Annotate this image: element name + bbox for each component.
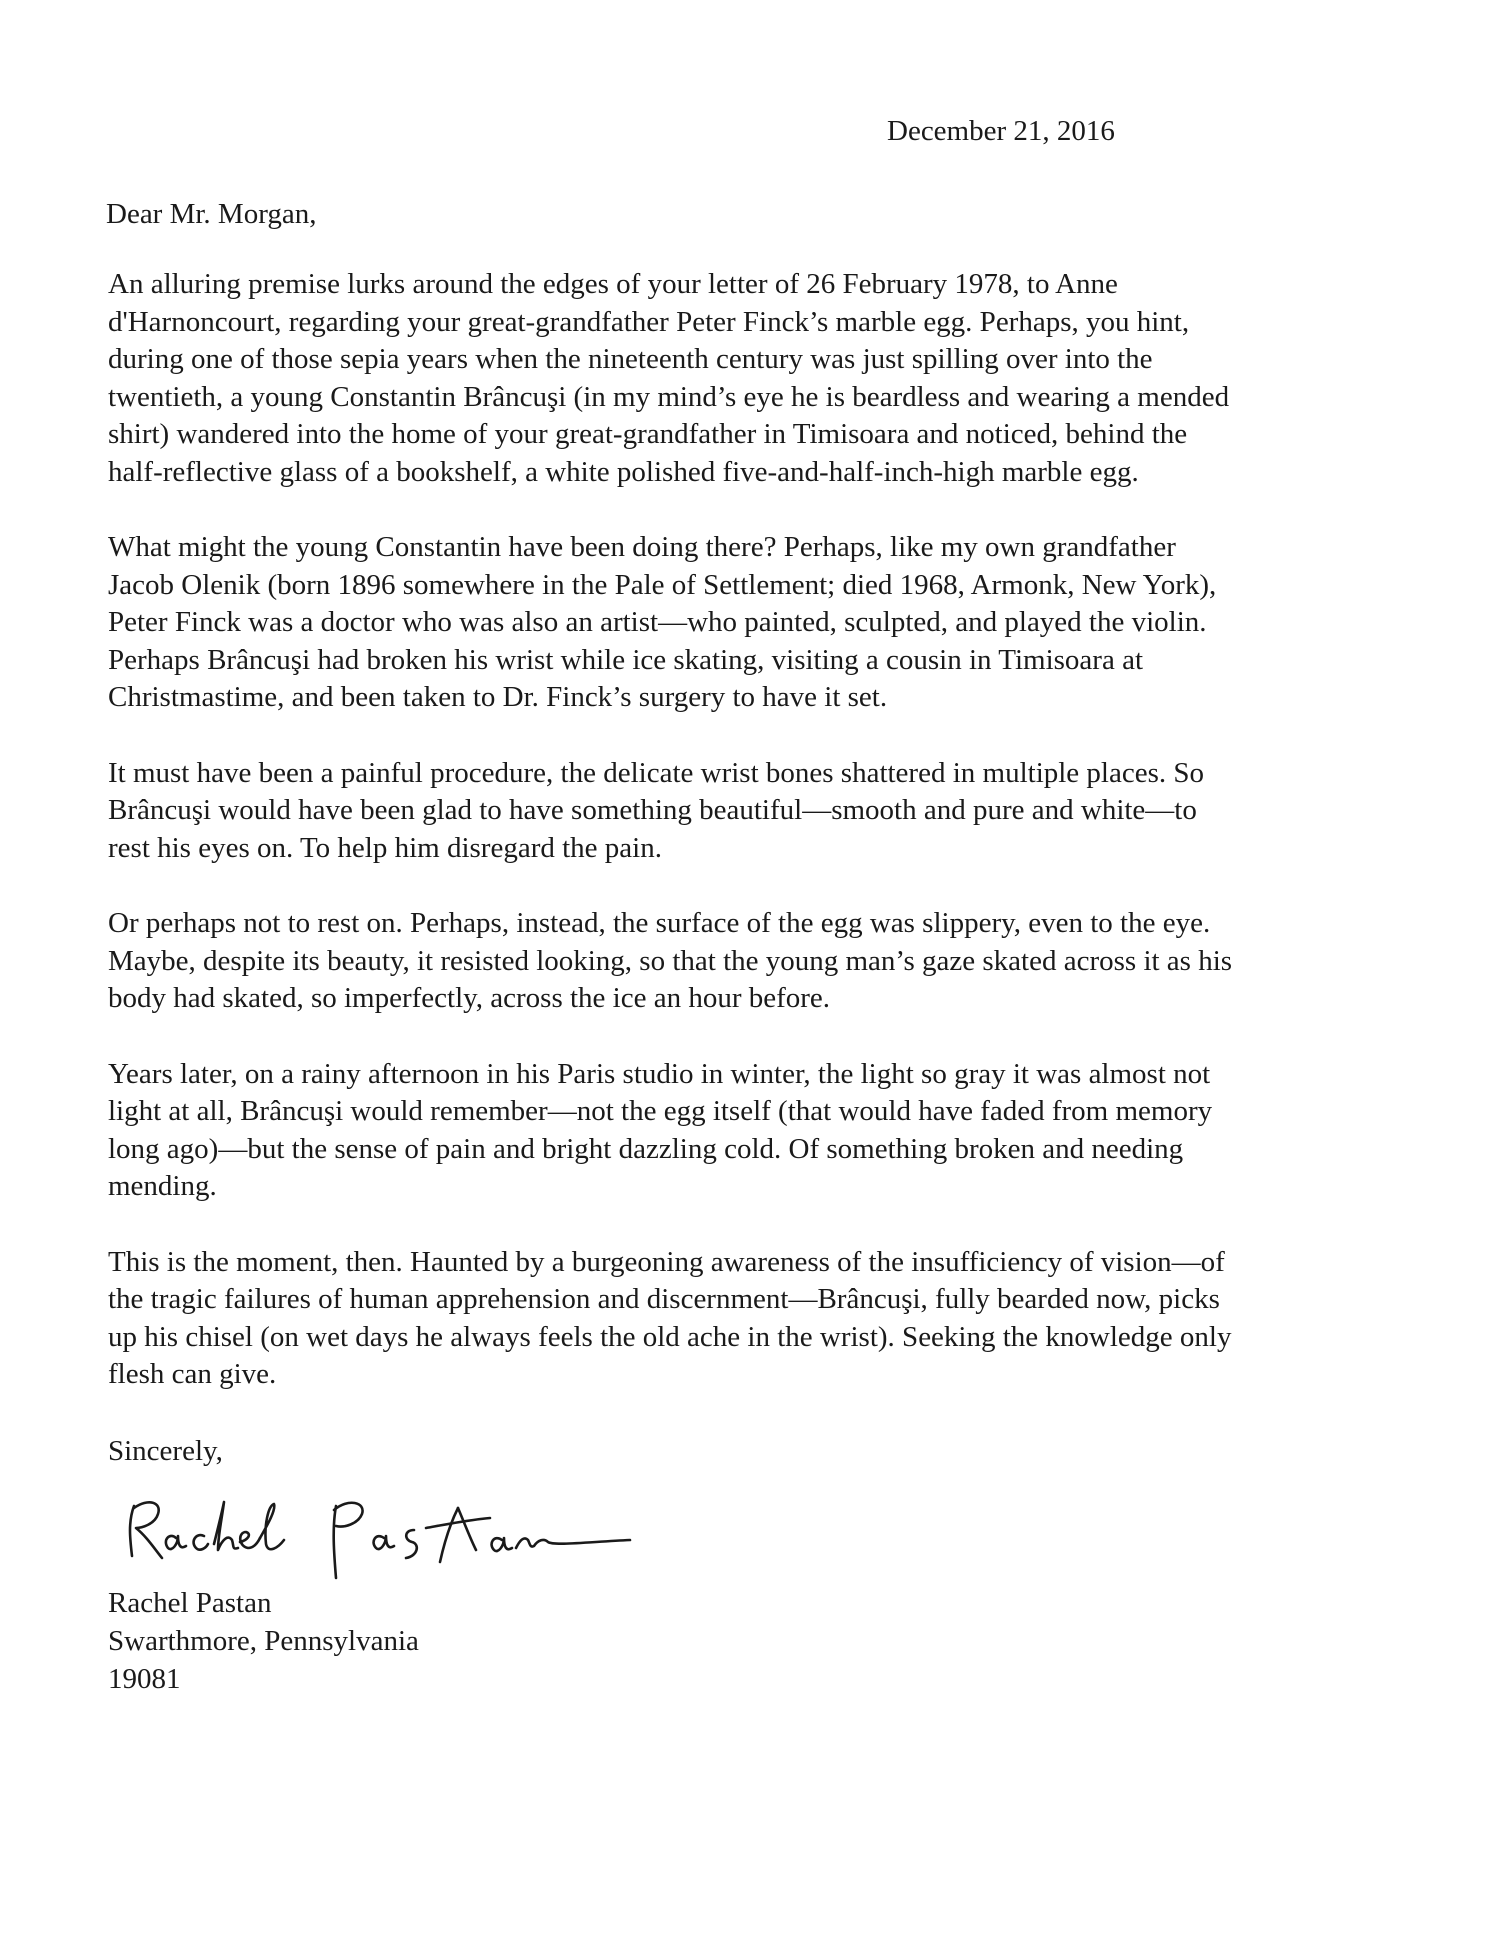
body-line: An alluring premise lurks around the edges of your letter of 26 February 1978, to Anne	[108, 268, 1118, 300]
body-line: Perhaps Brâncuşi had broken his wrist while ice skating, visiting a cousin in Timisoara at	[108, 643, 1144, 676]
body-line: rest his eyes on. To help him disregard the pain.	[108, 831, 662, 864]
sender-block	[108, 1584, 419, 1698]
body-line: Peter Finck was a doctor who was also an artist—who painted, sculpted, and played the violin.	[108, 606, 1207, 638]
body-line: Christmastime, and been taken to Dr. Finck’s surgery to have it set.	[108, 681, 888, 713]
body-line: Maybe, despite its beauty, it resisted looking, so that the young man’s gaze skated across it as his	[108, 944, 1233, 977]
body-line: during one of those sepia years when the nineteenth century was just spilling over into the	[108, 343, 1153, 375]
sender-name: Rachel Pastan	[108, 1587, 272, 1619]
letter-date: December 21, 2016	[887, 115, 1115, 147]
paragraph-6	[108, 1244, 1408, 1394]
body-line: d'Harnoncourt, regarding your great-grandfather Peter Finck’s marble egg. Perhaps, you hint,	[108, 305, 1190, 338]
paragraph-3	[108, 755, 1408, 868]
body-line: flesh can give.	[108, 1358, 277, 1390]
body-line: Jacob Olenik (born 1896 somewhere in the Pale of Settlement; died 1968, Armonk, New York),	[108, 568, 1217, 601]
sender-zip: 19081	[108, 1663, 181, 1695]
body-line: body had skated, so imperfectly, across the ice an hour before.	[108, 982, 831, 1014]
body-line: twentieth, a young Constantin Brâncuşi (in my mind’s eye he is beardless and wearing a mended	[108, 380, 1230, 413]
body-line: light at all, Brâncuşi would remember—not the egg itself (that would have faded from memory	[108, 1095, 1213, 1127]
paragraph-1	[108, 266, 1408, 491]
body-line: half-reflective glass of a bookshelf, a white polished five-and-half-inch-high marble egg.	[108, 455, 1139, 488]
body-line: the tragic failures of human apprehension and discernment—Brâncuşi, fully bearded now, picks	[108, 1283, 1220, 1315]
sender-city: Swarthmore, Pennsylvania	[108, 1625, 419, 1657]
letter-body	[108, 266, 1408, 1432]
body-line: What might the young Constantin have been doing there? Perhaps, like my own grandfather	[108, 531, 1176, 563]
body-line: Or perhaps not to rest on. Perhaps, instead, the surface of the egg was slippery, even to the eye.	[108, 907, 1211, 939]
body-line: shirt) wandered into the home of your great-grandfather in Timisoara and noticed, behind the	[108, 418, 1188, 450]
body-line: Years later, on a rainy afternoon in his Paris studio in winter, the light so gray it was almost not	[108, 1057, 1211, 1090]
body-line: This is the moment, then. Haunted by a burgeoning awareness of the insufficiency of vision—of	[108, 1245, 1225, 1278]
body-line: long ago)—but the sense of pain and bright dazzling cold. Of something broken and needing	[108, 1132, 1184, 1165]
handwritten-signature	[118, 1484, 638, 1584]
paragraph-4	[108, 905, 1408, 1018]
body-line: It must have been a painful procedure, the delicate wrist bones shattered in multiple places. So	[108, 756, 1205, 789]
paragraph-2	[108, 529, 1408, 717]
closing: Sincerely,	[108, 1435, 223, 1467]
body-line: mending.	[108, 1170, 217, 1202]
paragraph-5	[108, 1056, 1408, 1206]
body-line: up his chisel (on wet days he always feels the old ache in the wrist). Seeking the knowledge only	[108, 1320, 1232, 1353]
body-line: Brâncuşi would have been glad to have something beautiful—smooth and pure and white—to	[108, 794, 1197, 826]
salutation: Dear Mr. Morgan,	[106, 198, 317, 230]
